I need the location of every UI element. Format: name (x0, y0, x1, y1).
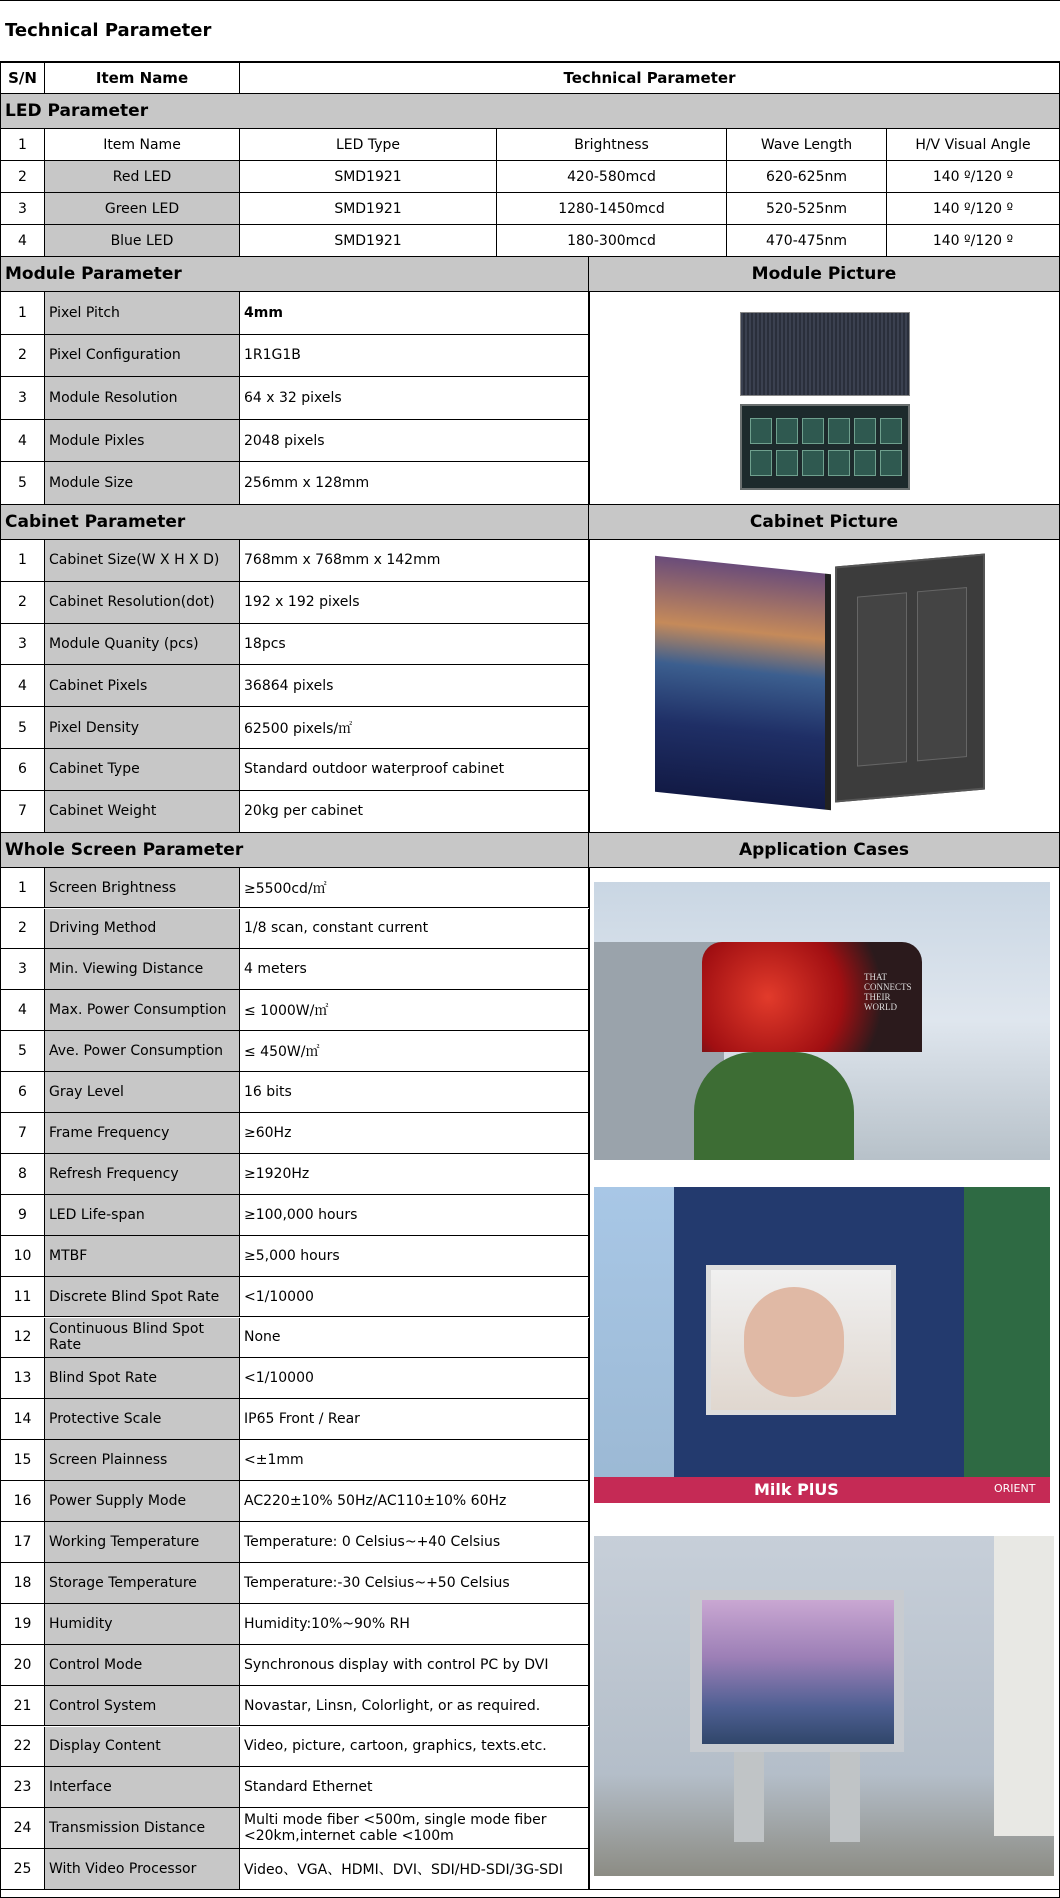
param-row (1, 990, 589, 1031)
param-row (1, 949, 589, 990)
param-row (1, 1358, 589, 1399)
row-value: Temperature:-30 Celsius~+50 Celsius (240, 1563, 589, 1603)
row-value: <1/10000 (240, 1358, 589, 1398)
param-row (1, 1563, 589, 1604)
row-name: Continuous Blind Spot Rate (45, 1318, 240, 1358)
row-name: Pixel Density (45, 707, 240, 748)
photo-sign-3: ORIENT (994, 1482, 1036, 1495)
param-row (1, 1195, 589, 1236)
led-cell-item: Blue LED (45, 225, 240, 256)
param-row (1, 1808, 589, 1849)
row-sn: 4 (1, 990, 45, 1030)
param-row (1, 1767, 589, 1808)
param-row (1, 868, 589, 909)
param-row (1, 1318, 589, 1359)
header-sn: S/N (1, 63, 45, 93)
row-name: Transmission Distance (45, 1808, 240, 1848)
row-value: 20kg per cabinet (240, 791, 589, 832)
module-front-image (740, 312, 910, 396)
screen-support (734, 1752, 764, 1842)
row-name: Module Pixles (45, 420, 240, 462)
row-name: Power Supply Mode (45, 1481, 240, 1521)
row-name: Pixel Pitch (45, 292, 240, 334)
row-name: With Video Processor (45, 1849, 240, 1889)
section-led (1, 94, 1059, 129)
led-cell-sn: 3 (1, 193, 45, 224)
param-row (1, 1399, 589, 1440)
module-back-image (740, 404, 910, 490)
row-sn: 2 (1, 582, 45, 623)
row-sn: 5 (1, 1031, 45, 1071)
module-component (880, 418, 902, 444)
led-row (1, 225, 1059, 257)
row-name: Gray Level (45, 1072, 240, 1112)
param-row (1, 624, 589, 666)
row-name: Module Quanity (pcs) (45, 624, 240, 665)
param-row (1, 377, 589, 420)
application-photo-1 (594, 882, 1050, 1160)
led-cell-angle: 140 º/120 º (932, 168, 1014, 185)
row-sn: 17 (1, 1522, 45, 1562)
led-cell-type: SMD1921 (240, 161, 497, 192)
row-name: Min. Viewing Distance (45, 949, 240, 989)
row-sn: 3 (1, 377, 45, 419)
row-sn: 4 (1, 420, 45, 462)
row-sn: 12 (1, 1318, 45, 1358)
row-value: 16 bits (240, 1072, 589, 1112)
param-row (1, 1236, 589, 1277)
module-component (776, 418, 798, 444)
row-name: Blind Spot Rate (45, 1358, 240, 1398)
row-sn: 14 (1, 1399, 45, 1439)
row-sn: 18 (1, 1563, 45, 1603)
row-name: Interface (45, 1767, 240, 1807)
photo-sign-1: THAT CONNECTS THEIR WORLD (864, 972, 912, 1012)
row-sn: 2 (1, 335, 45, 377)
row-value: Synchronous display with control PC by DVI (240, 1645, 589, 1685)
section-picture-title: Cabinet Picture (589, 505, 1059, 539)
param-row (1, 1277, 589, 1318)
row-sn: 21 (1, 1686, 45, 1726)
row-sn: 23 (1, 1767, 45, 1807)
led-header-sn: 1 (1, 129, 45, 160)
module-component (880, 450, 902, 476)
param-row (1, 1154, 589, 1195)
led-row (1, 161, 1059, 193)
led-cell-type: SMD1921 (240, 225, 497, 256)
row-sn: 25 (1, 1849, 45, 1889)
row-value: Novastar, Linsn, Colorlight, or as required. (240, 1686, 589, 1726)
row-sn: 1 (1, 868, 45, 908)
row-value: ≤ 1000W/㎡ (240, 990, 589, 1030)
row-value: 768mm x 768mm x 142mm (240, 540, 589, 581)
led-cell-sn: 4 (1, 225, 45, 256)
row-value: Multi mode fiber <500m, single mode fiber <20km,internet cable <100m (240, 1808, 589, 1848)
side-banner (964, 1187, 1050, 1503)
row-name: Cabinet Weight (45, 791, 240, 832)
row-sn: 10 (1, 1236, 45, 1276)
param-row (1, 540, 589, 582)
param-row (1, 749, 589, 791)
row-sn: 5 (1, 707, 45, 748)
param-row (1, 1440, 589, 1481)
cabinet-front-image (655, 556, 831, 810)
row-value: 36864 pixels (240, 665, 589, 706)
row-name: Max. Power Consumption (45, 990, 240, 1030)
screen-support (830, 1752, 860, 1842)
row-name: Module Resolution (45, 377, 240, 419)
row-value: Humidity:10%~90% RH (240, 1604, 589, 1644)
row-value: ≥5,000 hours (240, 1236, 589, 1276)
row-name: Cabinet Type (45, 749, 240, 790)
row-sn: 22 (1, 1727, 45, 1767)
row-value: 192 x 192 pixels (240, 582, 589, 623)
module-component (750, 418, 772, 444)
led-header-row (1, 129, 1059, 161)
row-sn: 7 (1, 791, 45, 832)
section-title-led: LED Parameter (1, 94, 1059, 128)
row-name: Cabinet Size(W X H X D) (45, 540, 240, 581)
row-sn: 1 (1, 292, 45, 334)
row-sn: 9 (1, 1195, 45, 1235)
param-row (1, 1604, 589, 1645)
row-sn: 24 (1, 1808, 45, 1848)
row-value: ≥100,000 hours (240, 1195, 589, 1235)
param-row (1, 1031, 589, 1072)
row-sn: 19 (1, 1604, 45, 1644)
row-name: Humidity (45, 1604, 240, 1644)
row-sn: 3 (1, 624, 45, 665)
row-sn: 8 (1, 1154, 45, 1194)
row-value: Video, picture, cartoon, graphics, texts.etc. (240, 1727, 589, 1767)
row-value: 1R1G1B (240, 335, 589, 377)
module-component (854, 450, 876, 476)
param-row (1, 1849, 589, 1890)
row-sn: 3 (1, 949, 45, 989)
param-row (1, 791, 589, 833)
led-cell-brightness: 420-580mcd (497, 161, 727, 192)
row-value: 2048 pixels (240, 420, 589, 462)
row-value: Temperature: 0 Celsius~+40 Celsius (240, 1522, 589, 1562)
param-row (1, 707, 589, 749)
param-row (1, 1522, 589, 1563)
row-name: Driving Method (45, 909, 240, 949)
module-component (854, 418, 876, 444)
row-value: Standard Ethernet (240, 1767, 589, 1807)
param-row (1, 1072, 589, 1113)
module-component (802, 450, 824, 476)
row-sn: 20 (1, 1645, 45, 1685)
row-sn: 11 (1, 1277, 45, 1317)
row-name: MTBF (45, 1236, 240, 1276)
section-picture-title: Module Picture (589, 257, 1059, 291)
row-value: 4mm (240, 292, 589, 334)
row-name: Control System (45, 1686, 240, 1726)
row-value: <±1mm (240, 1440, 589, 1480)
param-row (1, 1686, 589, 1727)
row-name: Storage Temperature (45, 1563, 240, 1603)
row-value: IP65 Front / Rear (240, 1399, 589, 1439)
row-name: Cabinet Pixels (45, 665, 240, 706)
row-name: Screen Plainness (45, 1440, 240, 1480)
row-value: Standard outdoor waterproof cabinet (240, 749, 589, 790)
led-header-angle: H/V Visual Angle (915, 136, 1031, 153)
row-name: Display Content (45, 1727, 240, 1767)
row-name: Module Size (45, 462, 240, 504)
led-cell-item: Green LED (45, 193, 240, 224)
row-value: Video、VGA、HDMI、DVI、SDI/HD-SDI/3G-SDI (240, 1849, 589, 1889)
row-name: Control Mode (45, 1645, 240, 1685)
module-component (750, 450, 772, 476)
cabinet-door-left (857, 592, 907, 766)
param-row (1, 335, 589, 378)
application-photo-2 (594, 1187, 1050, 1503)
param-row (1, 582, 589, 624)
row-sn: 6 (1, 749, 45, 790)
row-sn: 13 (1, 1358, 45, 1398)
row-sn: 4 (1, 665, 45, 706)
tower-building (994, 1536, 1054, 1836)
led-header-item: Item Name (45, 129, 240, 160)
led-row (1, 193, 1059, 225)
row-name: Ave. Power Consumption (45, 1031, 240, 1071)
param-row (1, 420, 589, 463)
row-value: 1/8 scan, constant current (240, 909, 589, 949)
led-cell-item: Red LED (45, 161, 240, 192)
module-component (828, 418, 850, 444)
led-cell-angle: 140 º/120 º (932, 200, 1014, 217)
section-module_section (1, 257, 1059, 292)
row-value: ≤ 450W/㎡ (240, 1031, 589, 1071)
header-technical-parameter: Technical Parameter (563, 69, 736, 87)
row-value: ≥5500cd/㎡ (240, 868, 589, 908)
row-value: 18pcs (240, 624, 589, 665)
tree (694, 1052, 854, 1160)
led-cell-wave: 620-625nm (727, 161, 887, 192)
page-title: Technical Parameter (5, 20, 212, 41)
row-value: <1/10000 (240, 1277, 589, 1317)
row-value: 64 x 32 pixels (240, 377, 589, 419)
led-cell-brightness: 1280-1450mcd (497, 193, 727, 224)
header-item-name: Item Name (45, 63, 240, 93)
top-border (0, 0, 1060, 1)
row-sn: 15 (1, 1440, 45, 1480)
row-name: Working Temperature (45, 1522, 240, 1562)
row-sn: 1 (1, 540, 45, 581)
row-name: Screen Brightness (45, 868, 240, 908)
param-row (1, 1113, 589, 1154)
portrait (744, 1287, 844, 1397)
row-name: LED Life-span (45, 1195, 240, 1235)
param-row (1, 1481, 589, 1522)
module-component (802, 418, 824, 444)
row-value: AC220±10% 50Hz/AC110±10% 60Hz (240, 1481, 589, 1521)
row-sn: 6 (1, 1072, 45, 1112)
row-name: Cabinet Resolution(dot) (45, 582, 240, 623)
row-name: Pixel Configuration (45, 335, 240, 377)
section-title: Whole Screen Parameter (1, 833, 589, 867)
application-photo-3 (594, 1536, 1054, 1876)
led-header-type: LED Type (240, 129, 497, 160)
led-cell-wave: 470-475nm (727, 225, 887, 256)
row-value: 256mm x 128mm (240, 462, 589, 504)
module-component (776, 450, 798, 476)
row-value: ≥60Hz (240, 1113, 589, 1153)
row-name: Frame Frequency (45, 1113, 240, 1153)
led-cell-angle: 140 º/120 º (932, 232, 1014, 249)
row-name: Protective Scale (45, 1399, 240, 1439)
outdoor-screen (702, 1600, 894, 1744)
param-row (1, 909, 589, 950)
row-sn: 5 (1, 462, 45, 504)
param-row (1, 1645, 589, 1686)
section-screen_section (1, 833, 1059, 868)
cabinet-door-right (917, 587, 967, 761)
led-cell-type: SMD1921 (240, 193, 497, 224)
led-cell-wave: 520-525nm (727, 193, 887, 224)
section-title: Module Parameter (1, 257, 589, 291)
param-row (1, 665, 589, 707)
param-row (1, 462, 589, 505)
row-sn: 16 (1, 1481, 45, 1521)
section-title: Cabinet Parameter (1, 505, 589, 539)
row-value: None (240, 1318, 589, 1358)
cabinet-back-image (835, 553, 985, 802)
row-name: Discrete Blind Spot Rate (45, 1277, 240, 1317)
param-row (1, 292, 589, 335)
row-value: ≥1920Hz (240, 1154, 589, 1194)
module-component (828, 450, 850, 476)
table-header (1, 63, 1059, 94)
row-value: 4 meters (240, 949, 589, 989)
row-name: Refresh Frequency (45, 1154, 240, 1194)
row-sn: 7 (1, 1113, 45, 1153)
param-row (1, 1727, 589, 1768)
row-sn: 2 (1, 909, 45, 949)
led-cell-sn: 2 (1, 161, 45, 192)
led-header-wave: Wave Length (727, 129, 887, 160)
photo-sign-2: Milk PlUS (754, 1480, 839, 1499)
led-cell-brightness: 180-300mcd (497, 225, 727, 256)
row-value: 62500 pixels/㎡ (240, 707, 589, 748)
section-picture-title: Application Cases (589, 833, 1059, 867)
section-cabinet_section (1, 505, 1059, 540)
led-header-brightness: Brightness (497, 129, 727, 160)
